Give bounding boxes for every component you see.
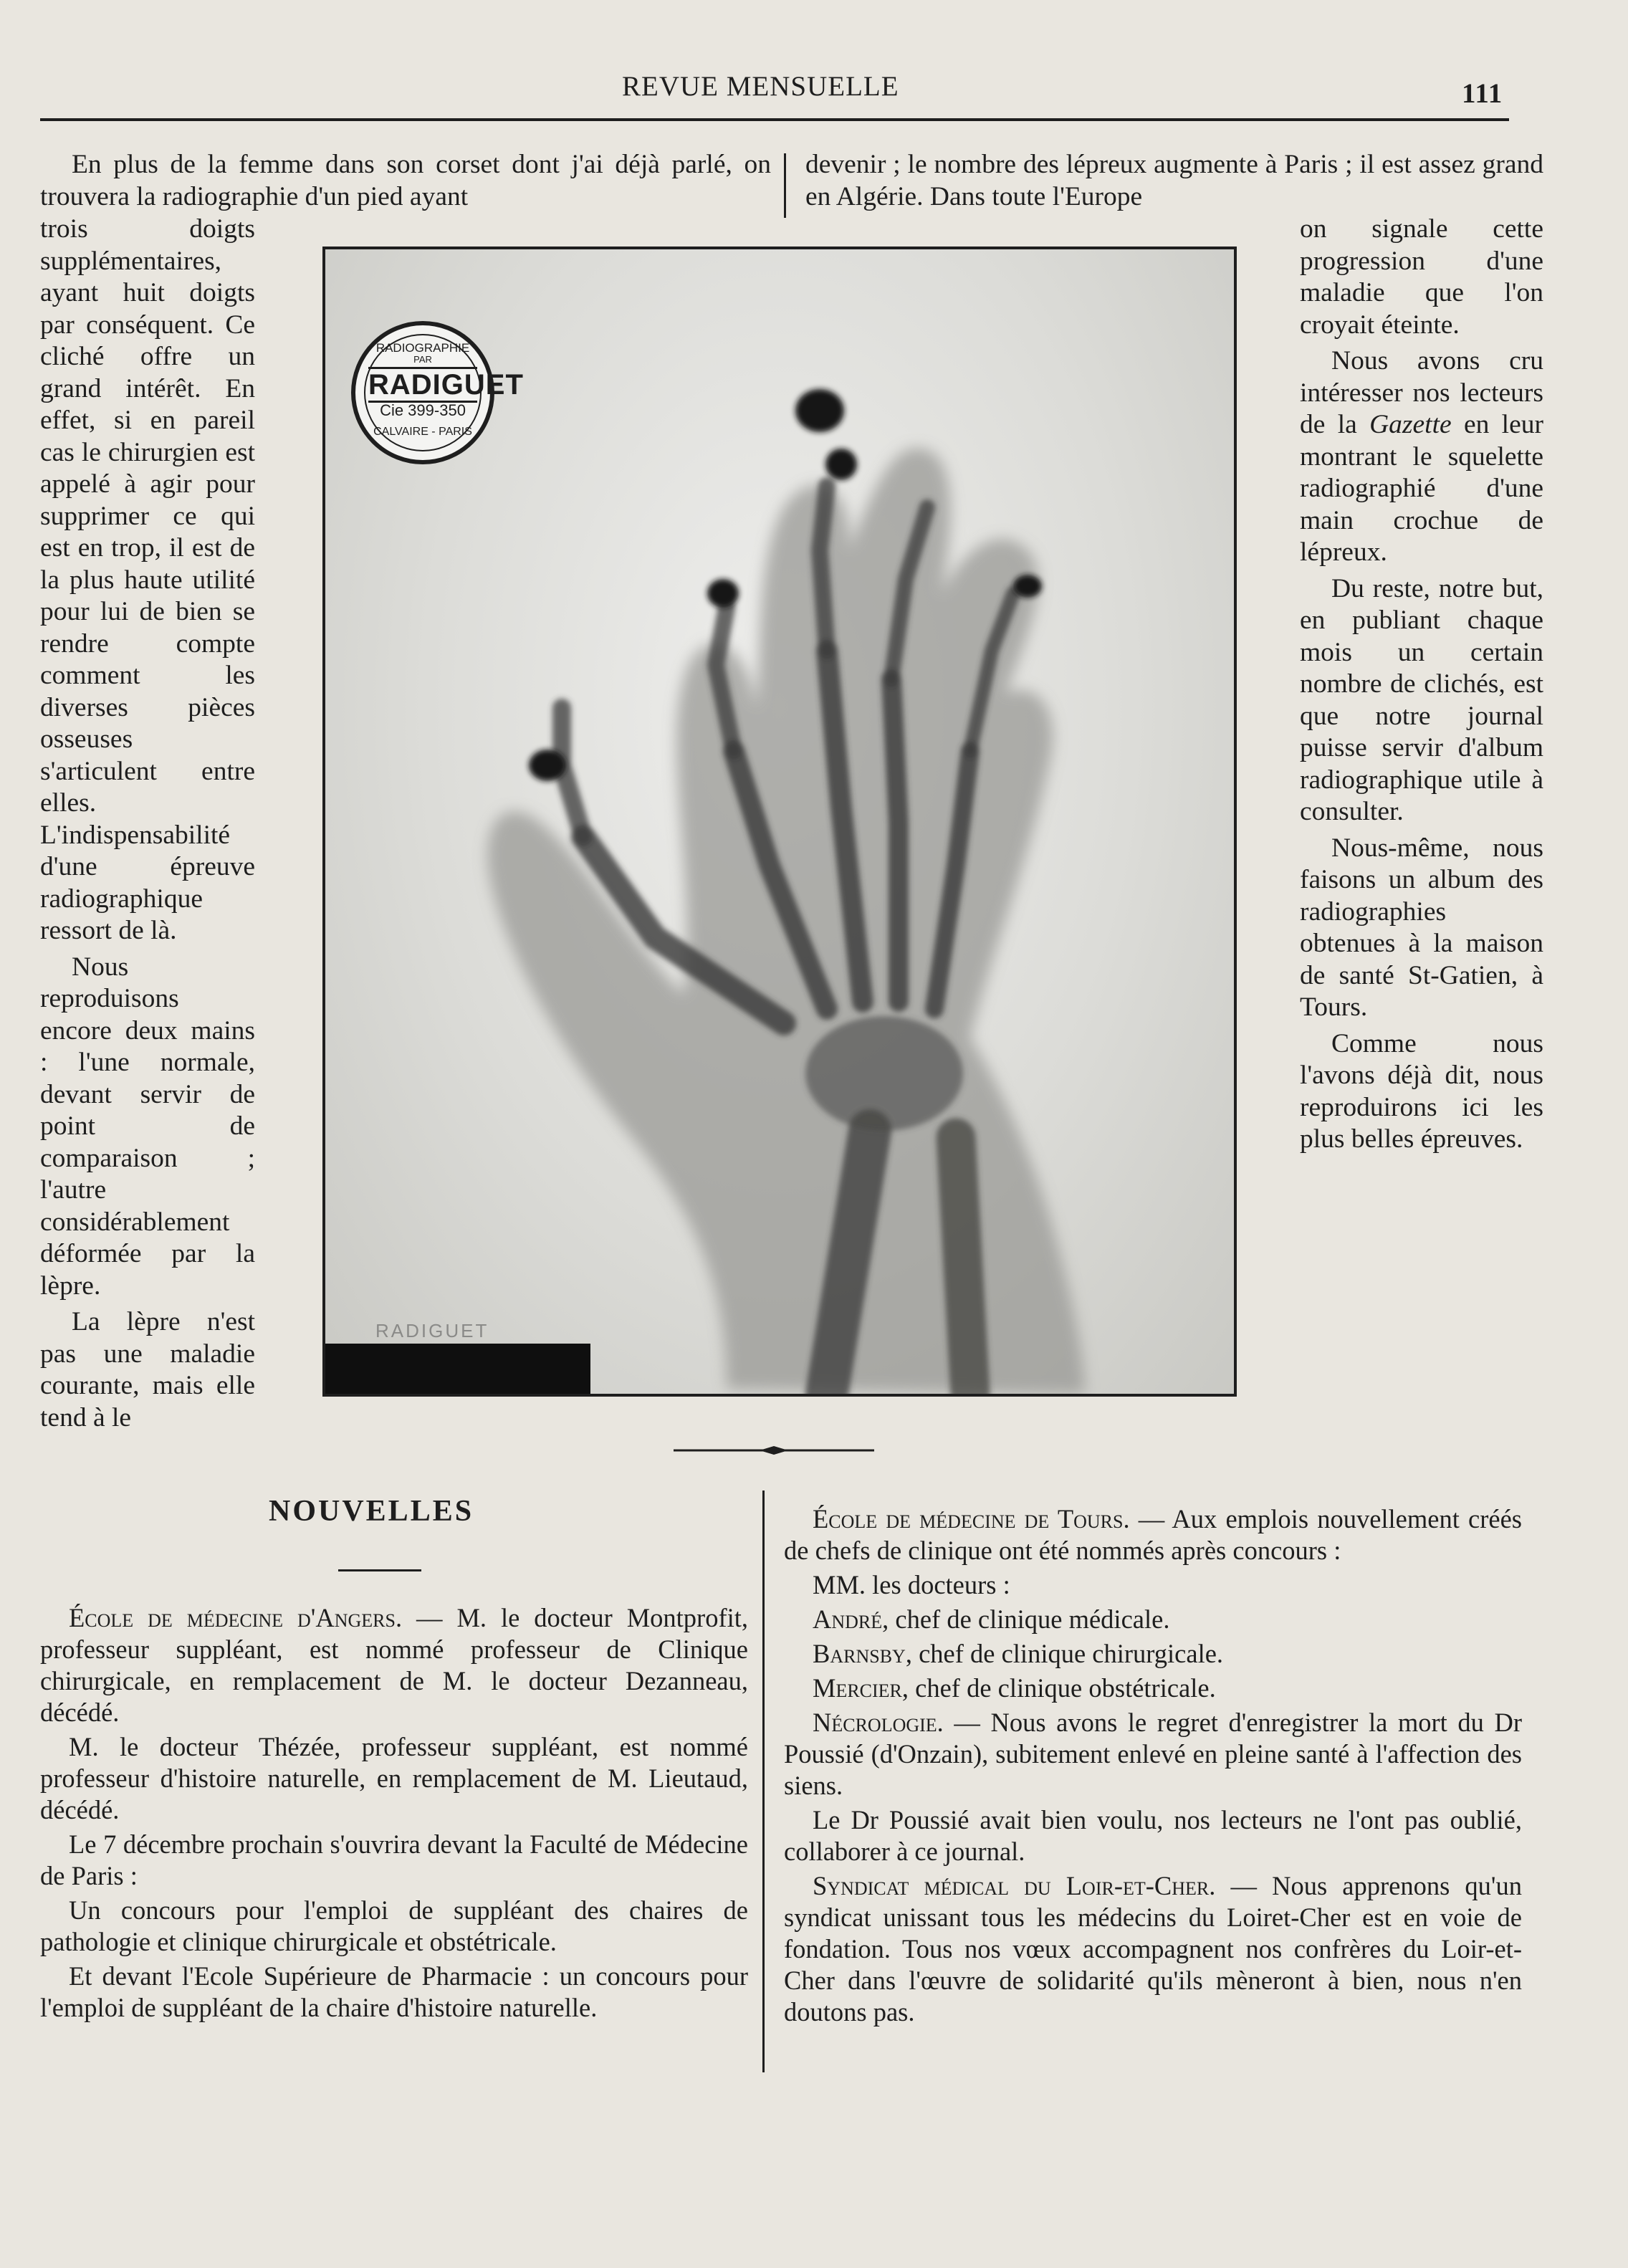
right-column xyxy=(1300,214,1543,1156)
intro-top-left-text: En plus de la femme dans son corset dont j'ai déjà parlé, on trouvera la radiographie d'un pied ayant xyxy=(40,150,771,211)
intro-column-rule xyxy=(784,153,786,218)
running-head: REVUE MENSUELLE xyxy=(622,71,899,102)
news-tours-lead: École de médecine de Tours. xyxy=(813,1504,1130,1533)
right-paragraph-5: Comme nous l'avons déjà dit, nous reproduirons ici les plus belles épreuves. xyxy=(1300,1028,1543,1154)
right-paragraph-1: on signale cette progression d'une maladie que l'on croyait éteinte. xyxy=(1300,214,1543,340)
section-ornament xyxy=(674,1443,874,1458)
header-rule xyxy=(40,118,1509,121)
news-concours-1: Un concours pour l'emploi de suppléant des chaires de pathologie et clinique chirurgicale et obstétricale. xyxy=(40,1895,748,1956)
left-paragraph-1: trois doigts supplémentaires, ayant huit doigts par conséquent. Ce cliché offre un grand intérêt. En effet, si en pareil cas le chirurgien est appelé à agir pour supprimer ce qui est en trop, il est de la plus haute utilité pour lui de bien se rendre compte comment les diverses pièces osseuses s'articulent entre elles. L'indispensabilité d'une épreuve radiographique ressort de là. xyxy=(40,214,255,945)
right-paragraph-3: Du reste, notre but, en publiant chaque mois un certain nombre de clichés, est que notre journal puisse servir d'album radiographique utile à consulter. xyxy=(1300,573,1543,826)
news-necrologie xyxy=(784,1707,1522,1802)
news-tours xyxy=(784,1503,1522,1566)
stamp-par-text: PAR xyxy=(413,354,432,365)
news-tours-text: — Aux emplois nouvellement créés de chefs de clinique ont été nommés après concours : xyxy=(784,1504,1522,1565)
news-angers xyxy=(40,1602,748,1728)
intro-top-right xyxy=(805,149,1543,213)
news-right-column xyxy=(784,1503,1522,2028)
news-docteurs: MM. les docteurs : xyxy=(813,1570,1010,1599)
news-appointment-barnsby xyxy=(784,1638,1522,1670)
news-angers-text: — M. le docteur Montprofit, professeur suppléant, est nommé professeur de Clinique chirurgicale, en remplacement de M. le docteur Dezanneau, décédé. xyxy=(40,1603,748,1727)
radiograph-plate xyxy=(322,247,1237,1397)
news-necrologie-2: Le Dr Poussié avait bien voulu, nos lecteurs ne l'ont pas oublié, collaborer à ce journal. xyxy=(784,1805,1522,1866)
appointment-name: Barnsby xyxy=(813,1639,906,1668)
news-syndicat-text: — Nous apprenons qu'un syndicat unissant tous les médecins du Loiret-Cher est en voie de fondation. Tous nos vœux accompagnent nos confrères du Loir-et-Cher dans l'œuvre de solidarité qu'ils mèneront à bien, nous n'en doutons pas. xyxy=(784,1871,1523,2027)
stamp-brand: RADIGUET xyxy=(368,367,477,403)
right-paragraph-2: Nous avons cru intéresser nos lecteurs de la Gazette en leur montrant le squelette radiographié d'une main crochue de lépreux. xyxy=(1300,346,1543,567)
gazette-word: Gazette xyxy=(1369,410,1452,439)
news-heading: NOUVELLES xyxy=(269,1495,474,1528)
news-heading-rule xyxy=(338,1569,421,1571)
appointment-role: , chef de clinique médicale. xyxy=(882,1604,1170,1634)
page-number: 111 xyxy=(1462,78,1503,109)
appointment-name: André xyxy=(813,1604,883,1634)
plate-black-label xyxy=(325,1344,590,1394)
news-appointment-andre xyxy=(784,1604,1522,1635)
intro-top-left xyxy=(40,149,771,213)
stamp-bottom-text: CALVAIRE - PARIS xyxy=(373,426,472,438)
news-necrologie-text: — Nous avons le regret d'enregistrer la mort du Dr Poussié (d'Onzain), subitement enlevé en pleine santé à l'affection des siens. xyxy=(784,1708,1522,1800)
radiographer-stamp xyxy=(351,321,524,464)
appointment-name: Mercier xyxy=(813,1673,902,1703)
appointment-role: , chef de clinique chirurgicale. xyxy=(905,1639,1224,1668)
news-syndicat xyxy=(784,1870,1522,2028)
news-decembre: Le 7 décembre prochain s'ouvrira devant la Faculté de Médecine de Paris : xyxy=(40,1829,748,1890)
news-left-column xyxy=(40,1602,748,2024)
plate-caption: RADIGUET xyxy=(375,1320,489,1341)
news-syndicat-lead: Syndicat médical du Loir-et-Cher. xyxy=(813,1871,1216,1900)
news-necrologie-lead: Nécrologie. xyxy=(813,1708,944,1737)
stamp-number: Cie 399-350 xyxy=(380,401,466,419)
news-appointment-mercier xyxy=(784,1673,1522,1704)
news-column-rule xyxy=(762,1491,765,2072)
left-column xyxy=(40,214,255,1434)
left-paragraph-3: La lèpre n'est pas une maladie courante, mais elle tend à le xyxy=(40,1307,255,1432)
stamp-top-text: RADIOGRAPHIE xyxy=(375,341,470,355)
left-paragraph-2: Nous reproduisons encore deux mains : l'une normale, devant servir de point de comparaison ; l'autre considérablement déformée par la lèpre. xyxy=(40,952,255,1301)
news-thezee: M. le docteur Thézée, professeur suppléant, est nommé professeur d'histoire naturelle, en remplacement de M. Lieutaud, décédé. xyxy=(40,1732,748,1824)
appointment-role: , chef de clinique obstétricale. xyxy=(901,1673,1216,1703)
news-angers-lead: École de médecine d'Angers. xyxy=(69,1603,403,1632)
intro-top-right-text: devenir ; le nombre des lépreux augmente à Paris ; il est assez grand en Algérie. Dans toute l'Europe xyxy=(805,150,1543,211)
right-paragraph-4: Nous-même, nous faisons un album des radiographies obtenues à la maison de santé St-Gatien, à Tours. xyxy=(1300,833,1543,1022)
news-concours-2: Et devant l'Ecole Supérieure de Pharmacie : un concours pour l'emploi de suppléant de la chaire d'histoire naturelle. xyxy=(40,1961,748,2022)
